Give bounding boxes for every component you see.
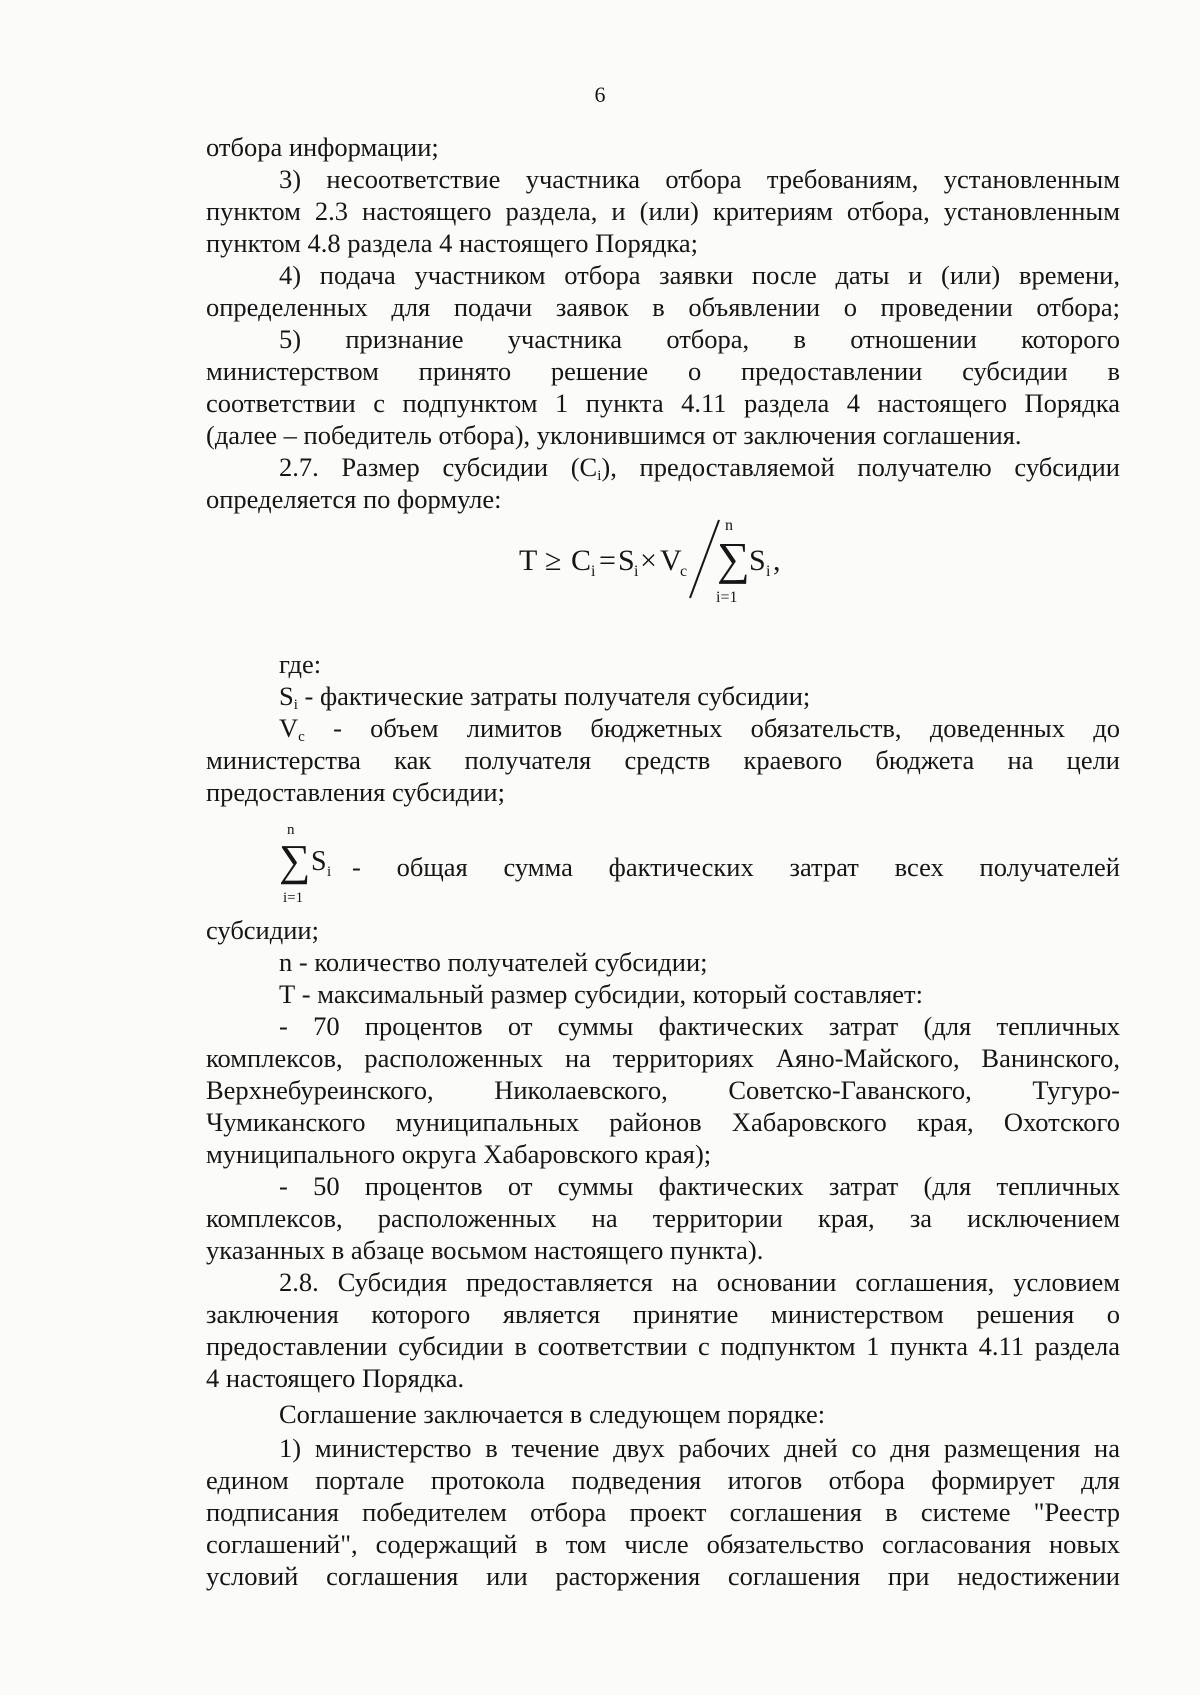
definition-vc xyxy=(279,712,1120,744)
text-line: Соглашение заключается в следующем порядке: xyxy=(279,1399,826,1429)
text-line: n - количество получателей субсидии; xyxy=(279,947,708,977)
text-line: пунктом 4.8 раздела 4 настоящего Порядка; xyxy=(206,228,699,258)
text-line: 5) признание участника отбора, в отношении которого xyxy=(279,324,1120,354)
formula-i1: i=1 xyxy=(716,589,738,606)
text-fragment: - фактические затраты получателя субсидии; xyxy=(297,681,811,711)
sum-symbol xyxy=(279,820,339,910)
formula-sigma: ∑ xyxy=(717,533,750,584)
text-line: субсидии; xyxy=(206,915,319,945)
text-fragment: - общая сумма фактических затрат всех получателей xyxy=(352,852,1120,882)
definition-si: $S_i$ - фактические затраты получателя субсидии; xyxy=(279,681,811,713)
text-line: заключения которого является принятие министерством решения о xyxy=(206,1299,1120,1329)
text-line: 2.8. Субсидия предоставляется на основании соглашения, условием xyxy=(279,1267,1120,1297)
text-line: - 50 процентов от суммы фактических затрат (для тепличных xyxy=(279,1171,1120,1201)
subsidy-formula xyxy=(519,514,819,624)
text-fragment: ), предоставляемой получателю субсидии xyxy=(601,452,1120,482)
text-fragment: $V_c$ - объем лимитов бюджетных обязательств, доведенных до xyxy=(279,713,1120,745)
text-line: подписания победителем отбора проект соглашения в системе "Реестр xyxy=(206,1497,1120,1527)
formula-eq: = xyxy=(599,544,616,577)
formula-sub-c: c xyxy=(680,563,688,580)
formula-sub-i: i xyxy=(591,563,596,580)
formula-sub-i: i xyxy=(634,563,639,580)
formula-S: S xyxy=(618,544,635,577)
text-line: указанных в абзаце восьмом настоящего пункта). xyxy=(206,1235,764,1265)
text-line: 3) несоответствие участника отбора требованиям, установленным xyxy=(279,164,1120,194)
formula-comma: , xyxy=(773,544,781,577)
subscript: c xyxy=(298,729,305,745)
subscript: i xyxy=(597,468,602,484)
formula-n: n xyxy=(725,517,733,534)
text-fragment: - объем лимитов бюджетных обязательств, доведенных до xyxy=(304,713,1120,743)
text-line: комплексов, расположенных на территориях Аяно-Майского, Ванинского, xyxy=(206,1043,1120,1073)
sum-sub-i: i xyxy=(327,864,332,880)
text-line xyxy=(279,451,1120,483)
definition-sum xyxy=(352,851,1120,883)
formula-T: T xyxy=(519,544,538,577)
text-line: 1) министерство в течение двух рабочих дней со дня размещения на xyxy=(279,1433,1120,1463)
text-line: предоставлении субсидии в соответствии с подпунктом 1 пункта 4.11 раздела xyxy=(206,1331,1120,1361)
text-line: предоставления субсидии; xyxy=(206,777,505,807)
text-line: Верхнебуреинского, Николаевского, Советско-Гаванского, Тугуро- xyxy=(206,1075,1120,1105)
formula-times: × xyxy=(640,544,657,577)
text-line: (далее – победитель отбора), уклонившимся от заключения соглашения. xyxy=(206,420,1022,450)
text-line: отбора информации; xyxy=(206,132,439,162)
text-line: соответствии с подпунктом 1 пункта 4.11 раздела 4 настоящего Порядка xyxy=(206,388,1120,418)
text-line: определяется по формуле: xyxy=(206,484,502,514)
formula-S: S xyxy=(749,544,766,577)
text-line: Чумиканского муниципальных районов Хабаровского края, Охотского xyxy=(206,1107,1120,1137)
page-number: 6 xyxy=(594,82,606,107)
text-line: 4 настоящего Порядка. xyxy=(206,1363,465,1393)
text-line: пунктом 2.3 настоящего раздела, и (или) критериям отбора, установленным xyxy=(206,196,1120,226)
subscript: i xyxy=(293,697,298,713)
text-line: Т - максимальный размер субсидии, который составляет: xyxy=(279,979,923,1009)
text-fragment: 2.7. Размер субсидии (C xyxy=(279,452,598,482)
where-label: где: xyxy=(279,649,322,679)
text-line: едином портале протокола подведения итогов отбора формирует для xyxy=(206,1465,1120,1495)
text-line: министерством принято решение о предоставлении субсидии в xyxy=(206,356,1120,386)
text-fragment xyxy=(279,452,1120,482)
text-line: - 70 процентов от суммы фактических затрат (для тепличных xyxy=(279,1011,1120,1041)
text-line: условий соглашения или расторжения соглашения при недостижении xyxy=(206,1561,1120,1591)
formula-sub-i: i xyxy=(766,563,771,580)
text-line: министерства как получателя средств краевого бюджета на цели xyxy=(206,745,1120,775)
sum-i1: i=1 xyxy=(283,890,304,906)
formula-C: C xyxy=(571,544,592,577)
sum-n: n xyxy=(287,822,295,838)
sum-S: S xyxy=(311,846,327,877)
text-line: муниципального округа Хабаровского края); xyxy=(206,1139,712,1169)
text-line: 4) подача участником отбора заявки после даты и (или) времени, xyxy=(279,260,1120,290)
formula-geq: ≥ xyxy=(545,544,562,577)
formula-slash xyxy=(690,520,719,598)
text-line: соглашений", содержащий в том числе обязательство согласования новых xyxy=(206,1529,1120,1559)
text-line: комплексов, расположенных на территории края, за исключением xyxy=(206,1203,1120,1233)
text-line: определенных для подачи заявок в объявлении о проведении отбора; xyxy=(206,292,1120,322)
formula-V: V xyxy=(660,544,682,577)
sum-sigma: ∑ xyxy=(279,836,311,885)
